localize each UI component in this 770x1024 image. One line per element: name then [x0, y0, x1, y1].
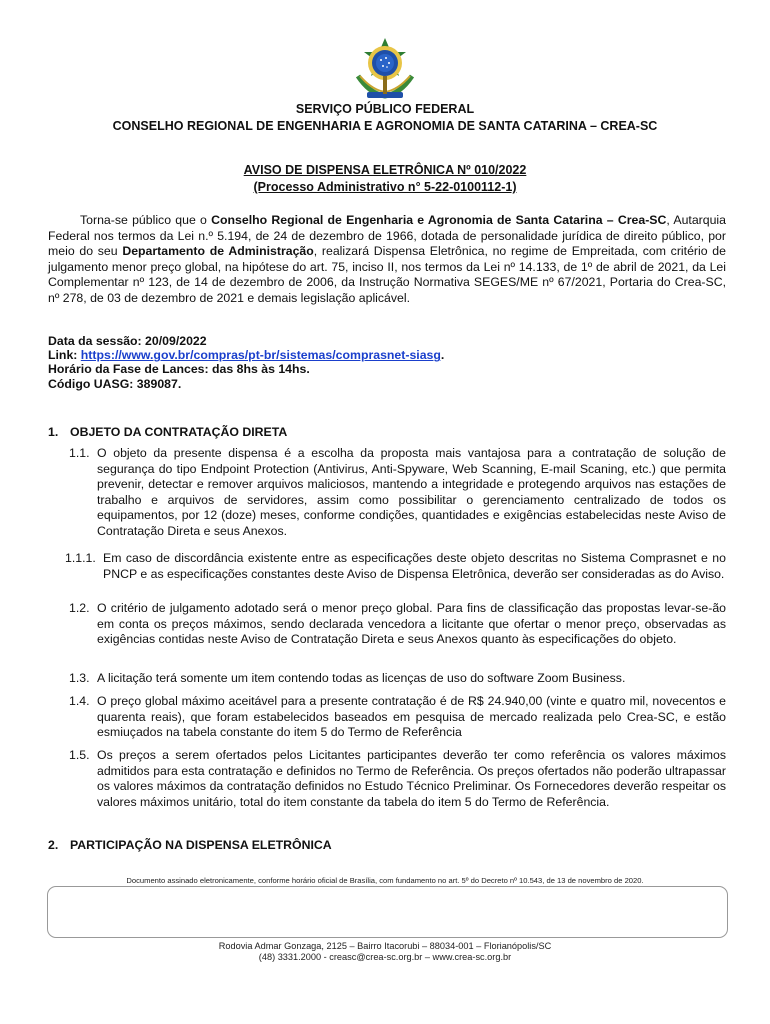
comprasnet-link[interactable]: https://www.gov.br/compras/pt-br/sistemas/comprasnet-siasg — [80, 348, 441, 363]
clause-text: O objeto da presente dispensa é a escolha da proposta mais vantajosa para a contratação de solução de segurança do tipo Endpoint Protection (Antivirus, Anti-Spyware, Web Scanning, E-mail Scaning, etc.) que permita prevenir, detectar e remover arquivos maliciosos, mantendo a integridade e protegendo arquivos nas estações de trabalho e arquivos de servidores, assim como possibilitar o gerenciamento centralizado de todos os equipamentos, por 12 (doze) meses, conforme condições, quantidades e exigências estabelecidas neste Aviso de Contratação Direta e seus Anexos. — [97, 446, 726, 538]
clause-number: 1.1. — [69, 446, 90, 460]
section-1-heading — [48, 425, 287, 439]
footer-address: Rodovia Admar Gonzaga, 2125 – Bairro Itacorubi – 88034-001 – Florianópolis/SC — [218, 941, 552, 951]
clause-1-1 — [69, 446, 726, 540]
clause-1-4 — [69, 694, 726, 741]
clause-text: A licitação terá somente um item contendo todas as licenças de uso do software Zoom Business. — [97, 671, 626, 685]
clause-number: 1.2. — [69, 601, 90, 615]
intro-text-a: Torna-se público que o — [80, 213, 212, 227]
intro-text-c: , Autarquia Federal nos termos da Lei n.º 5.194, de 24 de dezembro de 1966, dotada de personalidade jurídica de direito público, por meio do seu — [48, 213, 727, 259]
clause-text: Em caso de discordância existente entre as especificações deste objeto descritas no Sistema Comprasnet e no PNCP e as especificações constantes deste Aviso de Dispensa Eletrônica, deverão ser consideradas as do Aviso. — [103, 551, 726, 581]
intro-text-e: , realizará Dispensa Eletrônica, no regime de Empreitada, com critério de julgamento menor preço global, na hipótese do art. 75, inciso II, nos termos da Lei nº 14.133, de 1º de abril de 2021, da Lei Complementar nº 123, de 14 de dezembro de 2006, da Instrução Normativa SEGES/ME nº 67/2021, Portaria do Crea-SC, nº 278, de 03 de dezembro de 2021 e demais legislação aplicável. — [48, 244, 726, 305]
process-number: (Processo Administrativo n° 5-22-0100112-1) — [253, 180, 517, 194]
brazil-coat-of-arms-icon — [350, 36, 420, 104]
section-2-heading — [48, 838, 332, 852]
clause-number: 1.5. — [69, 748, 90, 762]
clause-number: 1.3. — [69, 671, 90, 685]
section-1-number: 1. — [48, 425, 59, 439]
session-link-label: Link: — [48, 348, 81, 363]
session-link-end: . — [440, 348, 445, 363]
intro-paragraph — [48, 213, 726, 307]
bidding-hours: Horário da Fase de Lances: das 8hs às 14hs. — [48, 362, 310, 377]
footer-contact: (48) 3331.2000 - creasc@crea-sc.org.br – www.crea-sc.org.br — [258, 952, 512, 962]
clause-1-5 — [69, 748, 726, 810]
clause-1-3 — [69, 671, 726, 687]
section-2-number: 2. — [48, 838, 59, 852]
uasg-code: Código UASG: 389087. — [48, 376, 182, 391]
clause-1-1-1 — [65, 551, 726, 582]
clause-1-2 — [69, 601, 726, 648]
clause-number: 1.4. — [69, 694, 90, 708]
clause-text: O preço global máximo aceitável para a presente contratação é de R$ 24.940,00 (vinte e quatro mil, novecentos e quarenta reais), que foram estabelecidos baseados em pesquisa de mercado realizada pelo Crea-SC, e estão esmiuçados na tabela constante do item 5 do Termo de Referência — [97, 694, 726, 740]
section-1-title: OBJETO DA CONTRATAÇÃO DIRETA — [70, 425, 288, 439]
intro-council-name: Conselho Regional de Engenharia e Agronomia de Santa Catarina – Crea-SC — [211, 213, 667, 227]
clause-text: O critério de julgamento adotado será o menor preço global. Para fins de classificação das propostas levar-se-ão em conta os preços máximos, sendo declarada vencedora a licitante que ofertar o menor preço, observadas as exigências contidas neste Aviso de Contratação Direta e seus Anexos quanto às especificações do objeto. — [97, 601, 726, 647]
signature-box — [47, 886, 728, 938]
header-council: CONSELHO REGIONAL DE ENGENHARIA E AGRONOMIA DE SANTA CATARINA – CREA-SC — [112, 119, 658, 133]
clause-number: 1.1.1. — [65, 551, 96, 565]
session-date: Data da sessão: 20/09/2022 — [48, 334, 207, 348]
intro-department: Departamento de Administração — [122, 244, 314, 259]
session-info — [48, 334, 726, 391]
clause-text: Os preços a serem ofertados pelos Licitantes participantes deverão ter como referência os valores máximos admitidos para esta contratação e definidos no Termo de Referência. Os preços ofertados não poderão ultrapassar os valores máximos da contratação definidos no Estudo Técnico Preliminar. Os Fornecedores deverão respeitar os valores máximos unitário, total do item constante da tabela do item 5 do Termo de Referência. — [97, 748, 726, 809]
section-2-title: PARTICIPAÇÃO NA DISPENSA ELETRÔNICA — [70, 838, 332, 852]
signature-note: Documento assinado eletronicamente, conforme horário oficial de Brasília, com fundamento no art. 5º do Decreto nº 10.543, de 13 de novembro de 2020. — [126, 876, 644, 885]
session-link-line — [48, 348, 726, 362]
notice-title: AVISO DE DISPENSA ELETRÔNICA Nº 010/2022 — [243, 163, 527, 177]
header-service: SERVIÇO PÚBLICO FEDERAL — [295, 102, 475, 116]
